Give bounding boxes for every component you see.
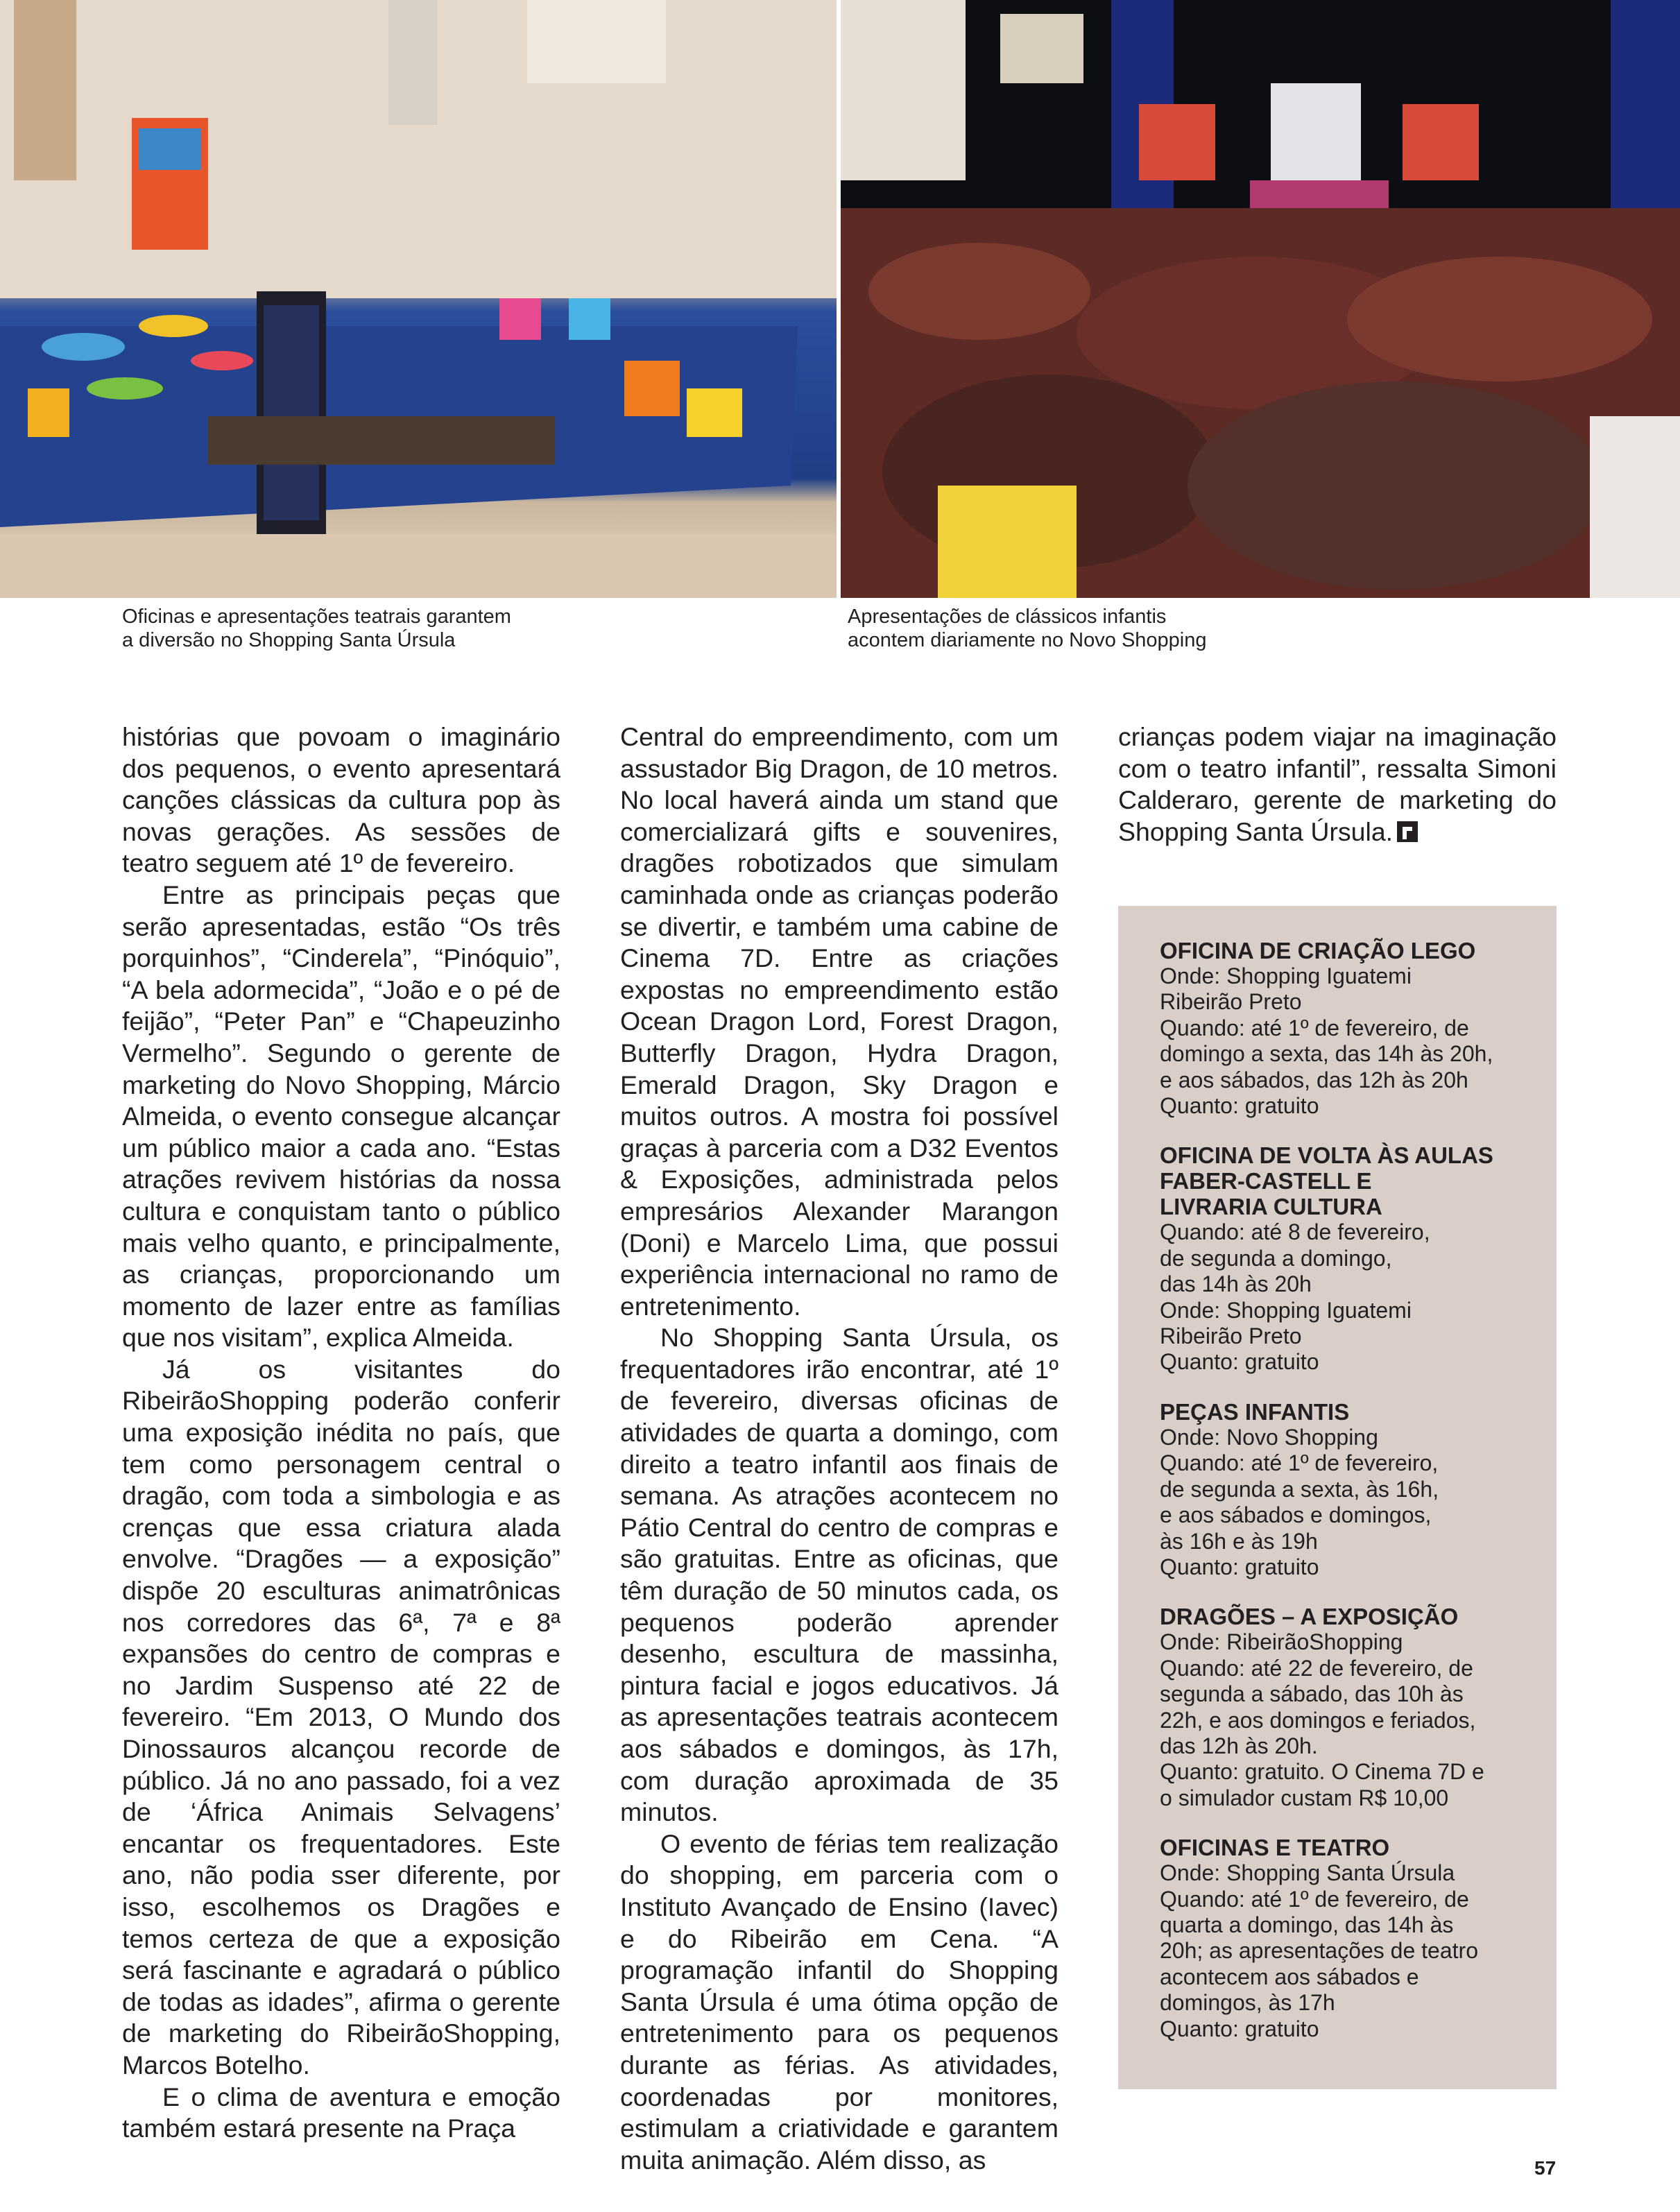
paragraph-text: crianças podem viajar na imaginação com o teatro infantil”, ressalta Simoni Calderaro, gerente de marketing do Shopping Santa Úrsula. bbox=[1118, 722, 1557, 846]
photo-shopping-santa-ursula bbox=[0, 0, 837, 598]
sidebar-item-line: Quanto: gratuito bbox=[1160, 1349, 1319, 1375]
sidebar-item-line: quarta a domingo, das 14h às bbox=[1160, 1912, 1454, 1937]
caption-left-line: a diversão no Shopping Santa Úrsula bbox=[122, 629, 456, 651]
sidebar-item-line: Onde: Shopping Santa Úrsula bbox=[1160, 1860, 1455, 1886]
paragraph: No Shopping Santa Úrsula, os frequentadores irão encontrar, até 1º de fevereiro, diversas oficinas de atividades de quarta a domingo, com direito a teatro infantil aos finais de semana. As atrações acontecem no Pátio Central do centro de compras e são gratuitas. Entre as oficinas, que têm duração de 50 minutos cada, os pequenos poderão aprender desenho, escultura de massinha, pintura facial e jogos educativos. Já as apresentações teatrais acontecem aos sábados e domingos, às 17h, com duração aproximada de 35 minutos. bbox=[620, 1323, 1058, 1827]
sidebar-item-line: e aos sábados e domingos, bbox=[1160, 1502, 1432, 1528]
caption-right-line: acontem diariamente no Novo Shopping bbox=[848, 629, 1207, 651]
sidebar-item-line: Ribeirão Preto bbox=[1160, 1323, 1302, 1349]
sidebar-item-line: Quanto: gratuito bbox=[1160, 1554, 1319, 1579]
article-column-2 bbox=[620, 721, 1058, 2176]
sidebar-item-line: às 16h e às 19h bbox=[1160, 1528, 1318, 1554]
sidebar-item-title: DRAGÕES – A EXPOSIÇÃO bbox=[1160, 1604, 1459, 1630]
sidebar-item-line: Onde: RibeirãoShopping bbox=[1160, 1629, 1403, 1655]
sidebar-item-oficina-lego bbox=[1160, 938, 1532, 1119]
sidebar-item-title: OFICINAS E TEATRO bbox=[1160, 1835, 1390, 1861]
sidebar-item-line: e aos sábados, das 12h às 20h bbox=[1160, 1067, 1468, 1092]
sidebar-item-line: de segunda a domingo, bbox=[1160, 1245, 1392, 1271]
sidebar-item-line: Quanto: gratuito bbox=[1160, 1093, 1319, 1119]
paragraph: Entre as principais peças que serão apresentadas, estão “Os três porquinhos”, “Cinderela”, “Pinóquio”, “A bela adormecida”, “João e o pé de feijão”, “Peter Pan” e “Chapeuzinho Vermelho”. Segundo o gerente de marketing do Novo Shopping, Márcio Almeida, o evento consegue alcançar um público maior a cada ano. “Estas atrações revivem histórias da nossa cultura e conquistam tanto o público mais velho quanto, e principalmente, as crianças, proporcionando um momento de lazer entre as famílias que nos visitam”, explica Almeida. bbox=[122, 880, 560, 1353]
sidebar-item-line: Quanto: gratuito. O Cinema 7D e bbox=[1160, 1759, 1484, 1785]
caption-right-line: Apresentações de clássicos infantis bbox=[848, 606, 1167, 628]
sidebar-item-line: Quando: até 1º de fevereiro, de bbox=[1160, 1015, 1469, 1040]
paragraph: O evento de férias tem realização do shopping, em parceria com o Instituto Avançado de Ensino (Iavec) e do Ribeirão em Cena. “A programação infantil do Shopping Santa Úrsula é uma ótima opção de entretenimento para os pequenos durante as férias. As atividades, coordenadas por monitores, estimulam a criatividade e garantem muita animação. Além disso, as bbox=[620, 1828, 1058, 2175]
sidebar-item-line: das 14h às 20h bbox=[1160, 1271, 1312, 1297]
sidebar-item-title: OFICINA DE VOLTA ÀS AULAS bbox=[1160, 1142, 1493, 1169]
sidebar-item-line: Quando: até 1º de fevereiro, de bbox=[1160, 1886, 1469, 1912]
sidebar-item-line: Quando: até 8 de fevereiro, bbox=[1160, 1219, 1430, 1245]
sidebar-item-line: Onde: Novo Shopping bbox=[1160, 1424, 1378, 1450]
end-mark-icon bbox=[1397, 821, 1418, 842]
page-number: 57 bbox=[1534, 2157, 1557, 2179]
sidebar-item-dragoes bbox=[1160, 1604, 1532, 1811]
article-column-1 bbox=[122, 721, 560, 2145]
photo-novo-shopping-theater bbox=[841, 0, 1680, 598]
sidebar-item-oficinas-teatro bbox=[1160, 1835, 1532, 2042]
paragraph: histórias que povoam o imaginário dos pequenos, o evento apresentará canções clássicas da cultura pop às novas gerações. As sessões de teatro seguem até 1º de fevereiro. bbox=[122, 722, 560, 878]
paragraph: Já os visitantes do RibeirãoShopping poderão conferir uma exposição inédita no país, que tem como personagem central o dragão, com toda a simbologia e as crenças que essa criatura alada envolve. “Dragões — a exposição” dispõe 20 esculturas animatrônicas nos corredores das 6ª, 7ª e 8ª expansões do centro de compras e no Jardim Suspenso até 22 de fevereiro. “Em 2013, O Mundo dos Dinossauros alcançou recorde de público. Já no ano passado, foi a vez de ‘África Animais Selvagens’ encantar os frequentadores. Este ano, não podia sser diferente, por isso, escolhemos os Dragões e temos certeza de que a exposição será fascinante e agradará o público de todas as idades”, afirma o gerente de marketing do RibeirãoShopping, Marcos Botelho. bbox=[122, 1354, 560, 2080]
caption-left-line: Oficinas e apresentações teatrais garantem bbox=[122, 606, 511, 628]
sidebar-item-title: OFICINA DE CRIAÇÃO LEGO bbox=[1160, 938, 1476, 963]
sidebar-item-line: Quando: até 22 de fevereiro, de bbox=[1160, 1655, 1473, 1681]
photo-right-illustration bbox=[841, 0, 1680, 598]
sidebar-item-line: Ribeirão Preto bbox=[1160, 989, 1302, 1015]
paragraph: Central do empreendimento, com um assustador Big Dragon, de 10 metros. No local haverá ainda um stand que comercializará gifts e souvenires, dragões robotizados que simulam caminhada onde as crianças poderão se divertir, e também uma cabine de Cinema 7D. Entre as criações expostas no empreendimento estão Ocean Dragon Lord, Forest Dragon, Butterfly Dragon, Hydra Dragon, Emerald Dragon, Sky Dragon e muitos outros. A mostra foi possível graças à parceria com a D32 Eventos & Exposições, administrada pelos empresários Alexander Marangon (Doni) e Marcelo Lima, que possui experiência internacional no ramo de entretenimento. bbox=[620, 722, 1058, 1321]
sidebar-item-line: acontecem aos sábados e bbox=[1160, 1964, 1419, 1989]
caption-left bbox=[122, 605, 566, 652]
events-sidebar bbox=[1118, 906, 1557, 2089]
sidebar-item-line: Quanto: gratuito bbox=[1160, 2016, 1319, 2041]
paragraph: E o clima de aventura e emoção também estará presente na Praça bbox=[122, 2082, 560, 2143]
article-column-3 bbox=[1118, 721, 1557, 848]
sidebar-item-line: das 12h às 20h. bbox=[1160, 1733, 1318, 1758]
sidebar-item-title: LIVRARIA CULTURA bbox=[1160, 1194, 1382, 1220]
sidebar-item-volta-as-aulas bbox=[1160, 1142, 1532, 1375]
sidebar-item-title: PEÇAS INFANTIS bbox=[1160, 1398, 1350, 1425]
sidebar-item-line: domingo a sexta, das 14h às 20h, bbox=[1160, 1041, 1493, 1067]
sidebar-item-title: FABER-CASTELL E bbox=[1160, 1168, 1372, 1194]
sidebar-item-line: 22h, e aos domingos e feriados, bbox=[1160, 1707, 1476, 1733]
sidebar-item-line: Onde: Shopping Iguatemi bbox=[1160, 963, 1412, 988]
sidebar-item-line: Quando: até 1º de fevereiro, bbox=[1160, 1450, 1439, 1476]
sidebar-item-line: domingos, às 17h bbox=[1160, 1990, 1335, 2016]
sidebar-item-line: 20h; as apresentações de teatro bbox=[1160, 1938, 1478, 1964]
sidebar-item-line: o simulador custam R$ 10,00 bbox=[1160, 1785, 1449, 1810]
photo-left-illustration bbox=[0, 0, 837, 598]
paragraph-closing bbox=[1118, 721, 1557, 848]
sidebar-item-line: de segunda a sexta, às 16h, bbox=[1160, 1476, 1439, 1502]
sidebar-item-line: Onde: Shopping Iguatemi bbox=[1160, 1297, 1412, 1323]
caption-right bbox=[848, 605, 1292, 652]
sidebar-item-pecas-infantis bbox=[1160, 1399, 1532, 1580]
sidebar-item-line: segunda a sábado, das 10h às bbox=[1160, 1681, 1464, 1707]
